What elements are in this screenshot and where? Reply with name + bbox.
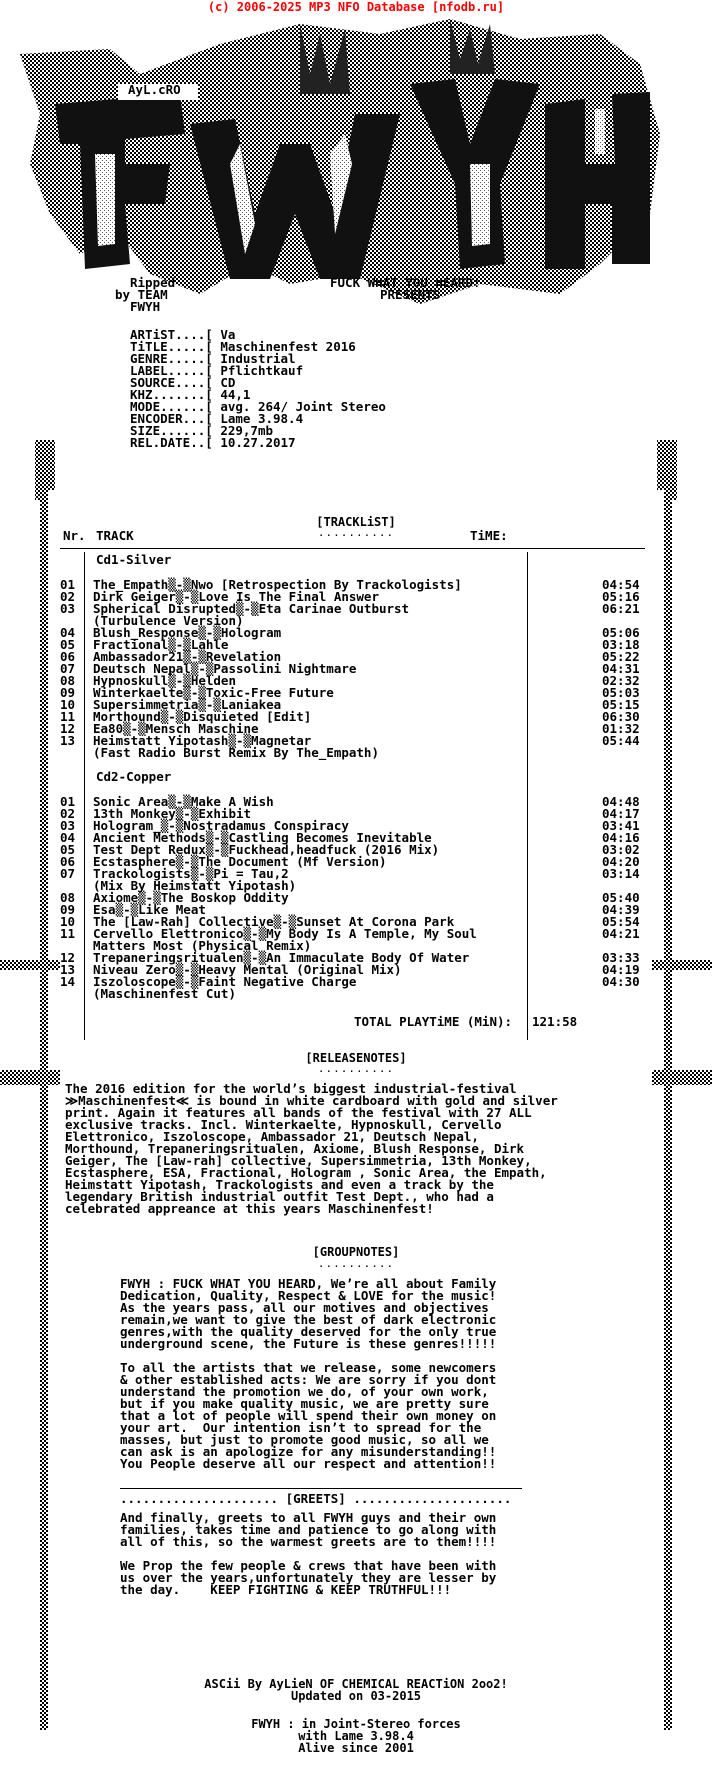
track-number: 03 [60, 601, 76, 616]
text-line: all of this, so the warmest greets are to them!!!! [120, 1534, 497, 1549]
track-title: Axiome▒-▒The Boskop Oddity [93, 890, 289, 905]
groupnotes-title: [GROUPNOTES] [312, 1245, 400, 1259]
track-title: Ancient Methods▒-▒Castling Becomes Inevitable [93, 830, 432, 845]
track-title: Winterkaelte▒-▒Toxic-Free Future [93, 685, 334, 700]
ripped-line-2: by TEAM [115, 287, 168, 302]
track-number: 08 [60, 890, 76, 905]
track-title: The_Empath▒-▒Nwo [Retrospection By Trackologists] [93, 577, 462, 592]
track-title: Hologram_▒-▒Nostradamus Conspiracy [93, 818, 349, 833]
track-number: 05 [60, 637, 76, 652]
info-key: SOURCE....[ [130, 375, 213, 390]
track-title: Dirk Geiger▒-▒Love Is The Final Answer [93, 589, 379, 604]
track-number: 06 [60, 854, 76, 869]
track-duration: 05:44 [602, 733, 640, 748]
text-line: exclusive tracks. Incl. Winterkaelte, Hypnoskull, Cervello [65, 1117, 502, 1132]
text-line: your art. Our intention isn’t to spread for the [120, 1420, 482, 1435]
track-number: 04 [60, 830, 76, 845]
text-line: legendary British industrial outfit Test Dept., who had a [65, 1189, 494, 1204]
text-line: can ask is an apologize for any misunderstanding!! [120, 1444, 497, 1459]
tracklist-dots: .......... [317, 526, 395, 539]
track-number: 02 [60, 589, 76, 604]
track-title: Hypnoskull▒-▒Helden [93, 673, 236, 688]
track-duration: 06:21 [602, 601, 640, 616]
text-line: Morthound, Trepaneringsritualen, Axiome, Blush Response, Dirk [65, 1141, 525, 1156]
greets-rule [120, 1488, 522, 1489]
track-title: (Mix By Heimstatt Yipotash) [93, 878, 297, 893]
text-line: Heimstatt Yipotash, Trackologists and even a track by the [65, 1177, 494, 1192]
text-line: families, takes time and patience to go along with [120, 1522, 497, 1537]
text-line: The 2016 edition for the world’s biggest industrial-festival [65, 1081, 517, 1096]
track-number: 04 [60, 625, 76, 640]
col-nr: Nr. [63, 528, 86, 543]
track-title: Supersimmetria▒-▒Laniakea [93, 697, 282, 712]
art-tag: AyL.cRO [128, 82, 181, 97]
text-line: Ecstasphere, ESA, Fractional, Hologram , Sonic Area, the Empath, [65, 1165, 547, 1180]
footer-line-3: Alive since 2001 [298, 1741, 414, 1755]
text-line: You People deserve all our respect and attention!! [120, 1456, 497, 1471]
track-number: 13 [60, 733, 76, 748]
track-title: Ambassador21▒-▒Revelation [93, 649, 282, 664]
text-line: but if you make quality music, we are pretty sure [120, 1396, 489, 1411]
track-duration: 03:02 [602, 842, 640, 857]
track-duration: 05:15 [602, 697, 640, 712]
track-title: (Fast Radio Burst Remix By The_Empath) [93, 745, 379, 760]
track-number: 03 [60, 818, 76, 833]
track-number: 02 [60, 806, 76, 821]
track-number: 12 [60, 950, 76, 965]
info-key: ENCODER...[ [130, 411, 213, 426]
track-title: Niveau Zero▒-▒Heavy Mental (Original Mix) [93, 962, 402, 977]
greets-dots-right: ..................... [353, 1491, 512, 1506]
info-key: TiTLE.....[ [130, 339, 213, 354]
text-line: And finally, greets to all FWYH guys and their own [120, 1510, 497, 1525]
track-number: 07 [60, 866, 76, 881]
fwyh-logo-art [0, 14, 712, 314]
track-title: Test Dept Redux▒-▒Fuckhead,headfuck (2016 Mix) [93, 842, 440, 857]
releasenotes-dots: .......... [317, 1062, 395, 1075]
info-key: SIZE......[ [130, 423, 213, 438]
track-title: Trackologists▒-▒Pi = Tau,2 [93, 866, 289, 881]
track-duration: 05:03 [602, 685, 640, 700]
text-line: ≫Maschinenfest≪ is bound in white cardboard with gold and silver [65, 1093, 558, 1108]
text-line: understand the promotion we do, of your own work, [120, 1384, 489, 1399]
text-line: print. Again it features all bands of the festival with 27 ALL [65, 1105, 532, 1120]
track-duration: 03:14 [602, 866, 640, 881]
track-duration: 03:41 [602, 818, 640, 833]
text-line: & other established acts: We are sorry if you dont [120, 1372, 497, 1387]
col-time: TiME: [470, 528, 508, 543]
info-value: Va [220, 327, 236, 342]
track-number: 12 [60, 721, 76, 736]
greets-header [120, 1493, 511, 1505]
track-duration: 04:19 [602, 962, 640, 977]
track-number: 08 [60, 673, 76, 688]
track-duration: 03:33 [602, 950, 640, 965]
ripped-line-3: FWYH [130, 299, 161, 314]
track-title: Morthound▒-▒Disquieted [Edit] [93, 709, 312, 724]
footer-line-1: FWYH : in Joint-Stereo forces [251, 1717, 461, 1731]
track-duration: 04:17 [602, 806, 640, 821]
track-title: Ecstasphere▒-▒The Document (Mf Version) [93, 854, 387, 869]
presents-line-1: FUCK WHAT YOU HEARD! [330, 275, 481, 290]
track-title: 13th Monkey▒-▒Exhibit [93, 806, 252, 821]
track-duration: 04:20 [602, 854, 640, 869]
ascii-credit: ASCii By AyLieN OF CHEMICAL REACTiON 2oo2! [204, 1677, 508, 1691]
info-value: 229,7mb [220, 423, 274, 438]
track-title: Iszoloscope▒-▒Faint Negative Charge [93, 974, 357, 989]
track-duration: 05:40 [602, 890, 640, 905]
footer-line-2: with Lame 3.98.4 [298, 1729, 414, 1743]
track-duration: 04:39 [602, 902, 640, 917]
track-number: 09 [60, 685, 76, 700]
text-line: Elettronico, Iszoloscope, Ambassador 21, Deutsch Nepal, [65, 1129, 479, 1144]
info-value: avg. 264/ Joint Stereo [220, 399, 386, 414]
track-duration: 04:30 [602, 974, 640, 989]
text-line: masses, but just to promote good music, so all we [120, 1432, 489, 1447]
track-row [60, 747, 660, 759]
groupnotes-dots: .......... [317, 1257, 395, 1270]
greets-title: [GREETS] [285, 1491, 346, 1506]
info-value: CD [220, 375, 236, 390]
text-line: Dedication, Quality, Respect & LOVE for the music! [120, 1288, 497, 1303]
track-title: Blush_Response▒-▒Hologram [93, 625, 282, 640]
cd1-label: Cd1-Silver [96, 552, 172, 567]
track-number: 01 [60, 794, 76, 809]
cd2-label: Cd2-Copper [96, 769, 172, 784]
text-line: that a lot of people will spend their own money on [120, 1408, 497, 1423]
nfodb-header: (c) 2006-2025 MP3 NFO Database [nfodb.ru] [207, 0, 505, 14]
tracklist-top-rule [60, 548, 645, 549]
track-duration: 04:31 [602, 661, 640, 676]
left-border-art [0, 440, 60, 1730]
total-playtime-label: TOTAL PLAYTiME (MiN): [354, 1014, 513, 1029]
track-title: Sonic Area▒-▒Make A Wish [93, 794, 274, 809]
info-key: REL.DATE..[ [130, 435, 213, 450]
info-value: Maschinenfest 2016 [220, 339, 356, 354]
track-title: Matters Most (Physical Remix) [93, 938, 312, 953]
track-duration: 04:21 [602, 926, 640, 941]
info-key: GENRE.....[ [130, 351, 213, 366]
track-duration: 04:16 [602, 830, 640, 845]
text-line: underground scene, the Future is these genres!!!!! [120, 1336, 497, 1351]
ripped-line-1: Ripped [130, 275, 176, 290]
track-title: Heimstatt Yipotash▒-▒Magnetar [93, 733, 312, 748]
track-number: 07 [60, 661, 76, 676]
track-duration: 06:30 [602, 709, 640, 724]
col-track: TRACK [96, 528, 134, 543]
track-number: 05 [60, 842, 76, 857]
right-border-art [652, 440, 712, 1730]
text-line: To all the artists that we release, some newcomers [120, 1360, 497, 1375]
track-number: 14 [60, 974, 76, 989]
text-line: FWYH : FUCK WHAT YOU HEARD, We’re all about Family [120, 1276, 497, 1291]
track-number: 13 [60, 962, 76, 977]
text-line: We Prop the few people & crews that have been with [120, 1558, 497, 1573]
track-number: 09 [60, 902, 76, 917]
track-number: 11 [60, 926, 76, 941]
tracklist-title: [TRACKLiST] [316, 515, 396, 529]
track-duration: 05:16 [602, 589, 640, 604]
track-title: The [Law-Rah] Collective▒-▒Sunset At Corona Park [93, 914, 455, 929]
text-line: us over the years,unfortunately they are lesser by [120, 1570, 497, 1585]
total-playtime-value: 121:58 [532, 1014, 578, 1029]
text-line: genres,with the quality deserved for the only true [120, 1324, 497, 1339]
text-line: As the years pass, all our motives and objectives [120, 1300, 489, 1315]
track-number: 11 [60, 709, 76, 724]
info-key: ARTiST....[ [130, 327, 213, 342]
info-value: Industrial [220, 351, 296, 366]
track-title: Fractional▒-▒Lahle [93, 637, 229, 652]
info-value: Lame 3.98.4 [220, 411, 304, 426]
track-number: 10 [60, 697, 76, 712]
info-value: 10.27.2017 [220, 435, 296, 450]
greets-dots-left: ..................... [120, 1491, 279, 1506]
track-duration: 04:54 [602, 577, 640, 592]
track-duration: 02:32 [602, 673, 640, 688]
info-key: KHZ.......[ [130, 387, 213, 402]
track-duration: 05:06 [602, 625, 640, 640]
track-number: 01 [60, 577, 76, 592]
track-row [60, 988, 660, 1000]
track-title: (Turbulence Version) [93, 613, 244, 628]
text-line: celebrated appreance at this years Maschinenfest! [65, 1201, 434, 1216]
track-duration: 03:18 [602, 637, 640, 652]
info-value: Pflichtkauf [220, 363, 304, 378]
releasenotes-title: [RELEASENOTES] [305, 1051, 407, 1065]
info-key: MODE......[ [130, 399, 213, 414]
text-line: remain,we want to give the best of dark electronic [120, 1312, 497, 1327]
info-key: LABEL.....[ [130, 363, 213, 378]
text-line: Geiger, The [Law-rah] collective, Supersimmetria, 13th Monkey, [65, 1153, 532, 1168]
track-duration: 04:48 [602, 794, 640, 809]
info-value: 44,1 [220, 387, 251, 402]
track-title: Ea80▒-▒Mensch Maschine [93, 721, 259, 736]
track-title: Trepaneringsritualen▒-▒An Immaculate Body Of Water [93, 950, 470, 965]
track-duration: 05:54 [602, 914, 640, 929]
track-duration: 05:22 [602, 649, 640, 664]
track-number: 10 [60, 914, 76, 929]
track-title: Esa▒-▒Like Meat [93, 902, 206, 917]
text-line: the day. KEEP FIGHTING & KEEP TRUTHFUL!!! [120, 1582, 452, 1597]
track-duration: 01:32 [602, 721, 640, 736]
track-title: (Maschinenfest Cut) [93, 986, 236, 1001]
track-number: 06 [60, 649, 76, 664]
presents-line-2: PRESENTS [380, 287, 441, 302]
updated-date: Updated on 03-2015 [290, 1689, 422, 1703]
track-title: Spherical Disrupted▒-▒Eta Carinae Outburst [93, 601, 410, 616]
track-title: Deutsch Nepal▒-▒Passolini Nightmare [93, 661, 357, 676]
track-title: Cervello Elettronico▒-▒My Body Is A Temple, My Soul [93, 926, 477, 941]
